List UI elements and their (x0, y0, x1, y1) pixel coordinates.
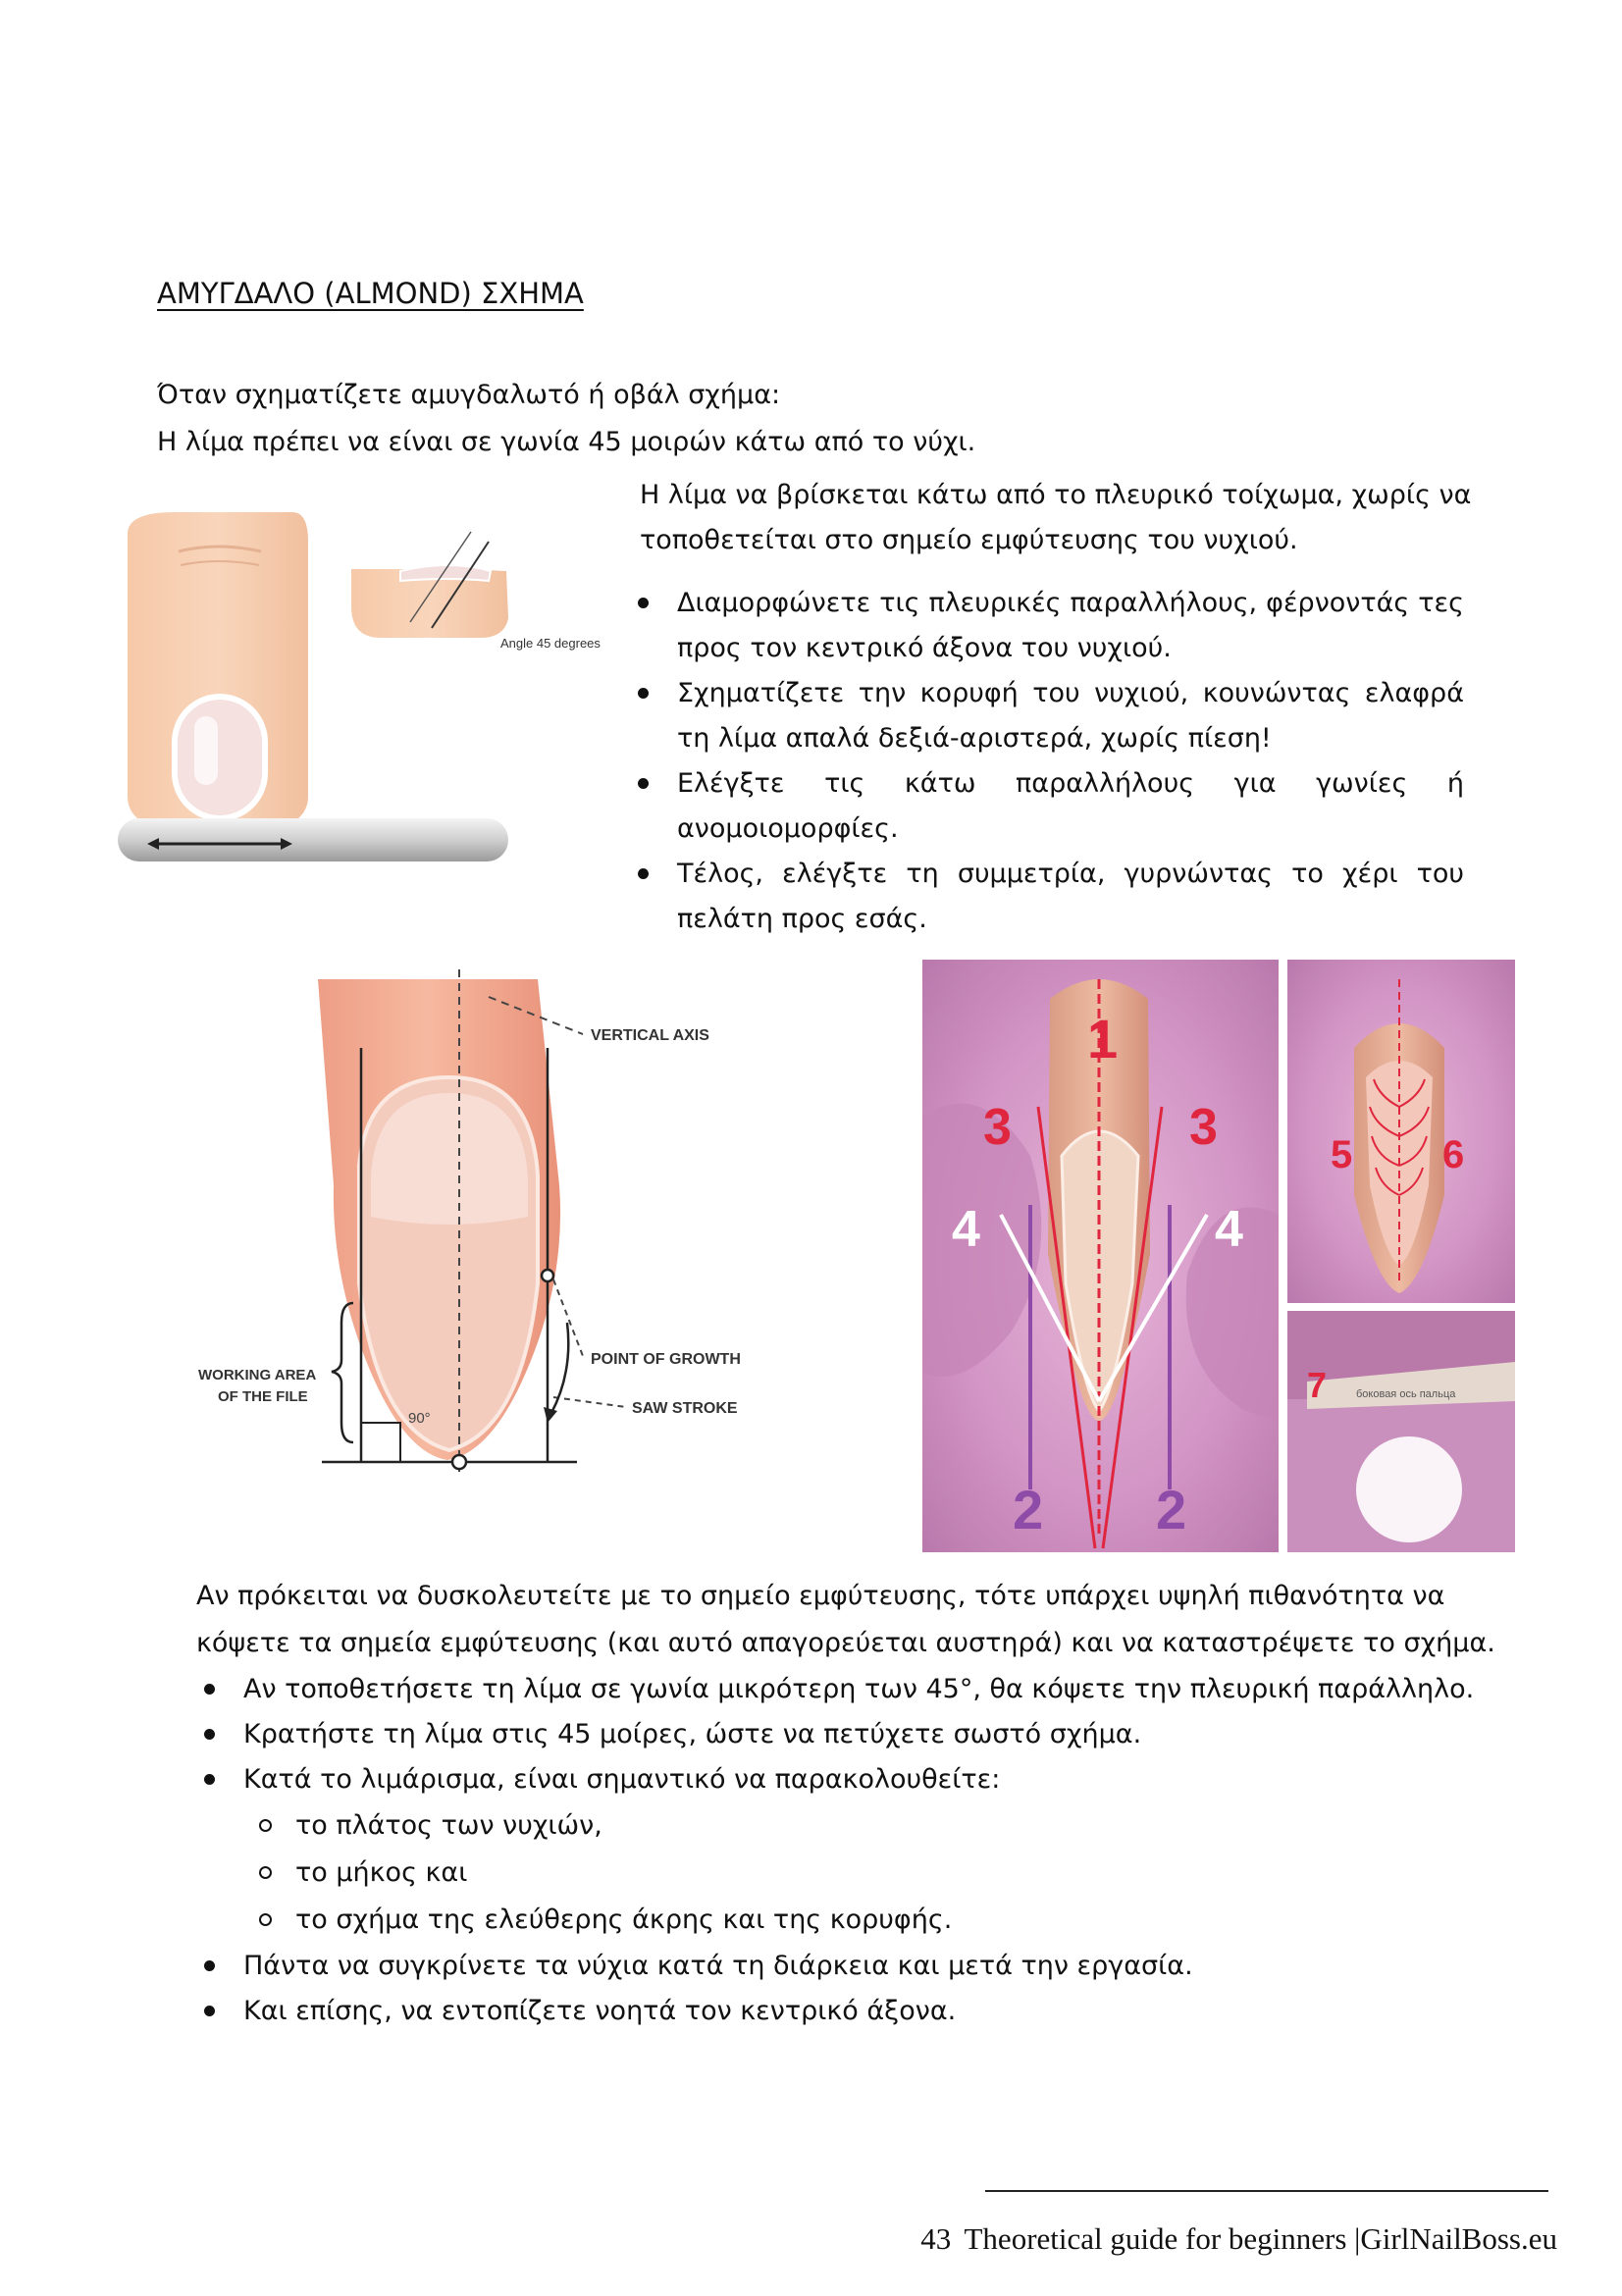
list-item: Πάντα να συγκρίνετε τα νύχια κατά τη διάρκεια και μετά την εργασία. (196, 1944, 1541, 1989)
footer-divider (985, 2190, 1548, 2192)
number-1: 1 (1087, 1008, 1119, 1070)
list-item: Σχηματίζετε την κορυφή του νυχιού, κουνώντας ελαφρά τη λίμα απαλά δεξιά-αριστερά, χωρίς πίεση! (630, 671, 1464, 761)
sub-list-item: το μήκος και (243, 1850, 1541, 1897)
right-text-line: Η λίμα να βρίσκεται κάτω από το πλευρικό τοίχωμα, χωρίς να (640, 480, 1472, 510)
number-5: 5 (1331, 1133, 1353, 1176)
number-3: 3 (1189, 1099, 1218, 1156)
number-4: 4 (1215, 1201, 1243, 1258)
list-item (196, 1757, 1541, 1944)
list-item: Ελέγξτε τις κάτω παραλλήλους για γωνίες ή ανομοιομορφίες. (630, 761, 1464, 852)
vertical-axis-label: VERTICAL AXIS (591, 1027, 709, 1044)
list-item: Κρατήστε τη λίμα στις 45 μοίρες, ώστε να πετύχετε σωστό σχήμα. (196, 1712, 1541, 1757)
sub-list-item: το σχήμα της ελεύθερης άκρης και της κορυφής. (243, 1897, 1541, 1944)
intro-line: Η λίμα πρέπει να είναι σε γωνία 45 μοιρών κάτω από το νύχι. (157, 427, 976, 457)
right-bullet-list (630, 581, 1464, 942)
page-number: 43 (920, 2221, 952, 2256)
number-7: 7 (1307, 1365, 1328, 1405)
right-text-line: τοποθετείται στο σημείο εμφύτευσης του νυχιού. (640, 525, 1298, 555)
intro-line: Όταν σχηματίζετε αμυγδαλωτό ή οβάλ σχήμα: (157, 380, 781, 410)
page-title: ΑΜΥΓΔΑΛΟ (ALMOND) ΣΧΗΜΑ (157, 277, 584, 310)
paragraph: Αν πρόκειται να δυσκολευτείτε με το σημείο εμφύτευσης, τότε υπάρχει υψηλή πιθανότητα να κόψετε τα σημεία εμφύτευσης (και αυτό απαγορεύεται αυστηρά) και να καταστρέψετε το σχήμα. (196, 1581, 1495, 1658)
list-item: Διαμορφώνετε τις πλευρικές παραλλήλους, φέρνοντάς τες προς τον κεντρικό άξονα του νυχιού. (630, 581, 1464, 671)
list-item: Τέλος, ελέγξτε τη συμμετρία, γυρνώντας το χέρι του πελάτη προς εσάς. (630, 852, 1464, 942)
right-text-block (640, 473, 1552, 563)
working-area-label: OF THE FILE (218, 1388, 308, 1405)
number-3: 3 (983, 1099, 1012, 1156)
nail-file (118, 818, 508, 861)
number-2: 2 (1013, 1479, 1044, 1540)
nail-file-angle-figure (116, 512, 652, 897)
saw-stroke-label: SAW STROKE (632, 1400, 738, 1417)
bottom-bullet-list (196, 1667, 1541, 2034)
number-2: 2 (1156, 1479, 1187, 1540)
list-item: Και επίσης, να εντοπίζετε νοητά τον κεντρικό άξονα. (196, 1989, 1541, 2034)
right-angle-label: 90° (408, 1410, 431, 1427)
sub-list-item: το πλάτος των νυχιών, (243, 1802, 1541, 1850)
working-area-label: WORKING AREA (198, 1367, 317, 1383)
sub-bullet-list (243, 1802, 1541, 1944)
number-4: 4 (952, 1201, 980, 1258)
angle-label: Angle 45 degrees (500, 636, 601, 651)
file-caption: боковая ось пальца (1356, 1388, 1456, 1400)
list-item-text: Κατά το λιμάρισμα, είναι σημαντικό να παρακολουθείτε: (243, 1764, 1001, 1795)
page-footer (920, 2221, 1563, 2257)
bottom-section (196, 1573, 1541, 2034)
number-6: 6 (1442, 1133, 1465, 1176)
point-of-growth-label: POINT OF GROWTH (591, 1351, 741, 1368)
footer-text: Theoretical guide for beginners |GirlNailBoss.eu (964, 2221, 1557, 2256)
nail-shape (175, 697, 265, 818)
list-item: Αν τοποθετήσετε τη λίμα σε γωνία μικρότερη των 45°, θα κόψετε την πλευρική παράλληλο. (196, 1667, 1541, 1712)
nail-axis-diagram (184, 969, 773, 1482)
nail-filing-photo-collage (922, 960, 1515, 1552)
